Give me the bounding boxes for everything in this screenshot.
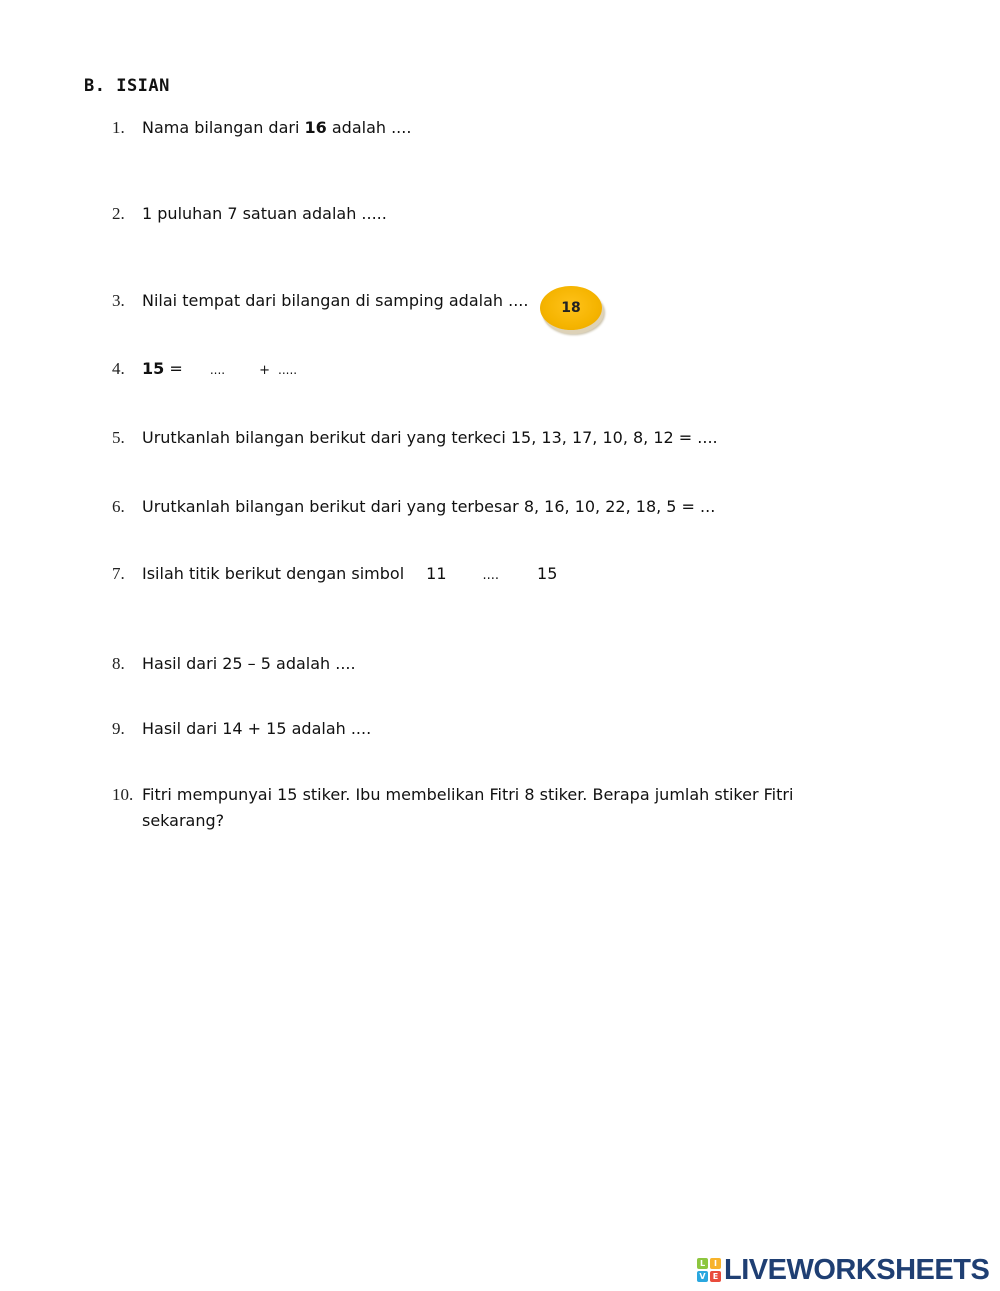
question-number: 4. xyxy=(112,359,125,378)
question-number: 2. xyxy=(112,204,125,223)
question-text: Fitri mempunyai 15 stiker. Ibu membelikan Fitri 8 stiker. Berapa jumlah stiker Fitri sekarang? xyxy=(142,785,794,830)
question-number: 10. xyxy=(112,785,134,804)
section-title: B. ISIAN xyxy=(84,76,170,96)
question-text: Urutkanlah bilangan berikut dari yang terkeci 15, 13, 17, 10, 8, 12 = .... xyxy=(142,428,718,447)
question-text: Hasil dari 14 + 15 adalah .... xyxy=(142,719,372,738)
number-badge: 18 xyxy=(540,286,602,330)
question-text: Hasil dari 25 – 5 adalah .... xyxy=(142,654,356,673)
question-number: 7. xyxy=(112,564,125,583)
question-number: 5. xyxy=(112,428,125,447)
question-text: Isilah titik berikut dengan simbol 11 .... 15 xyxy=(142,564,558,583)
logo-text: LIVEWORKSHEETS xyxy=(724,1253,990,1286)
question-number: 3. xyxy=(112,291,125,310)
liveworksheets-logo xyxy=(697,1253,990,1286)
live-blocks-icon: L I V E xyxy=(697,1258,721,1282)
question-text: 15 = .... + ..... xyxy=(142,359,298,378)
question-number: 6. xyxy=(112,497,125,516)
question-number: 9. xyxy=(112,719,125,738)
question-text: Nilai tempat dari bilangan di samping adalah .... xyxy=(142,291,529,310)
question-text: Nama bilangan dari 16 adalah .... xyxy=(142,118,412,137)
question-number: 8. xyxy=(112,654,125,673)
question-text: Urutkanlah bilangan berikut dari yang terbesar 8, 16, 10, 22, 18, 5 = ... xyxy=(142,497,716,516)
question-text: 1 puluhan 7 satuan adalah ..... xyxy=(142,204,387,223)
question-number: 1. xyxy=(112,118,125,137)
